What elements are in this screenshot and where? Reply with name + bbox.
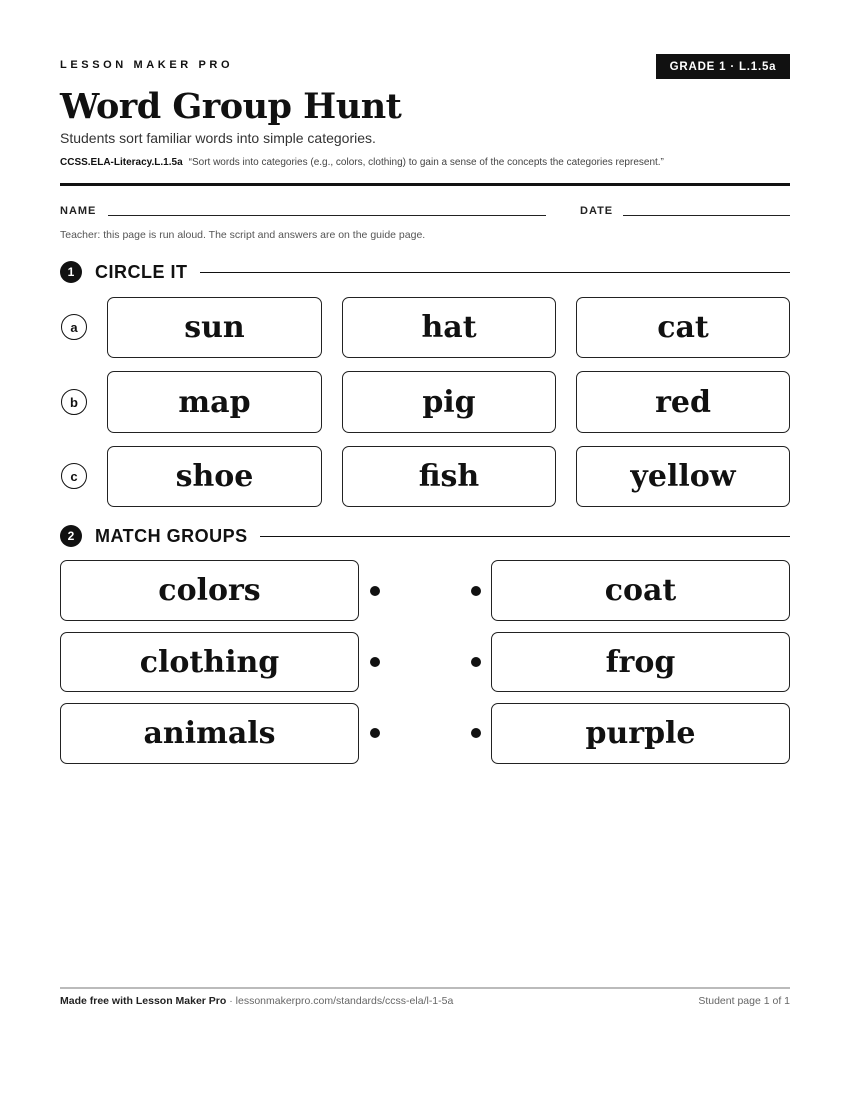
match-dot-right-1[interactable] bbox=[471, 586, 481, 596]
page-subtitle: Students sort familiar words into simple categories. bbox=[60, 130, 376, 146]
match-dot-left-1[interactable] bbox=[370, 586, 380, 596]
word-box-cat[interactable]: cat bbox=[576, 297, 790, 358]
footer-page-number: Student page 1 of 1 bbox=[698, 995, 790, 1007]
standard-code: CCSS.ELA-Literacy.L.1.5a bbox=[60, 157, 183, 168]
section-2-title: MATCH GROUPS bbox=[95, 525, 248, 546]
section-1-title: CIRCLE IT bbox=[95, 261, 188, 282]
date-label: DATE bbox=[580, 205, 614, 217]
footer-divider bbox=[60, 987, 790, 989]
category-box-animals[interactable]: animals bbox=[60, 703, 359, 764]
row-letter-a: a bbox=[61, 314, 87, 340]
word-box-yellow[interactable]: yellow bbox=[576, 446, 790, 507]
word-box-shoe[interactable]: shoe bbox=[107, 446, 322, 507]
match-dot-right-3[interactable] bbox=[471, 728, 481, 738]
date-field[interactable] bbox=[623, 215, 790, 216]
header-divider bbox=[60, 183, 790, 186]
word-box-map[interactable]: map bbox=[107, 371, 322, 433]
footer-url[interactable]: lessonmakerpro.com/standards/ccss-ela/l-1-5a bbox=[235, 995, 454, 1007]
footer-made-with: Made free with Lesson Maker Pro bbox=[60, 995, 227, 1007]
word-box-fish[interactable]: fish bbox=[342, 446, 556, 507]
row-letter-c: c bbox=[61, 463, 87, 489]
category-box-colors[interactable]: colors bbox=[60, 560, 359, 621]
grade-badge: GRADE 1 · L.1.5a bbox=[656, 54, 790, 79]
section-1-number: 1 bbox=[60, 261, 82, 283]
standard-text: “Sort words into categories (e.g., colors, clothing) to gain a sense of the concepts the categories represent.” bbox=[188, 157, 664, 168]
match-dot-right-2[interactable] bbox=[471, 657, 481, 667]
section-2-number: 2 bbox=[60, 525, 82, 547]
word-box-hat[interactable]: hat bbox=[342, 297, 556, 358]
word-box-pig[interactable]: pig bbox=[342, 371, 556, 433]
teacher-note: Teacher: this page is run aloud. The script and answers are on the guide page. bbox=[60, 229, 426, 241]
word-box-coat[interactable]: coat bbox=[491, 560, 790, 621]
word-box-purple[interactable]: purple bbox=[491, 703, 790, 764]
word-box-sun[interactable]: sun bbox=[107, 297, 322, 358]
brand-name: LESSON MAKER PRO bbox=[60, 59, 234, 71]
section-1-rule bbox=[200, 272, 791, 273]
word-box-red[interactable]: red bbox=[576, 371, 790, 433]
name-field[interactable] bbox=[108, 215, 546, 216]
page-title: Word Group Hunt bbox=[60, 86, 402, 127]
word-box-frog[interactable]: frog bbox=[491, 632, 790, 692]
category-box-clothing[interactable]: clothing bbox=[60, 632, 359, 692]
section-1-header bbox=[60, 259, 790, 285]
match-dot-left-2[interactable] bbox=[370, 657, 380, 667]
match-dot-left-3[interactable] bbox=[370, 728, 380, 738]
footer-credit: Made free with Lesson Maker Pro · lessonmakerpro.com/standards/ccss-ela/l-1-5a bbox=[60, 995, 454, 1007]
standard-citation bbox=[60, 157, 664, 168]
row-letter-b: b bbox=[61, 389, 87, 415]
section-2-header bbox=[60, 523, 790, 549]
section-2-rule bbox=[260, 536, 790, 537]
name-label: NAME bbox=[60, 205, 97, 217]
